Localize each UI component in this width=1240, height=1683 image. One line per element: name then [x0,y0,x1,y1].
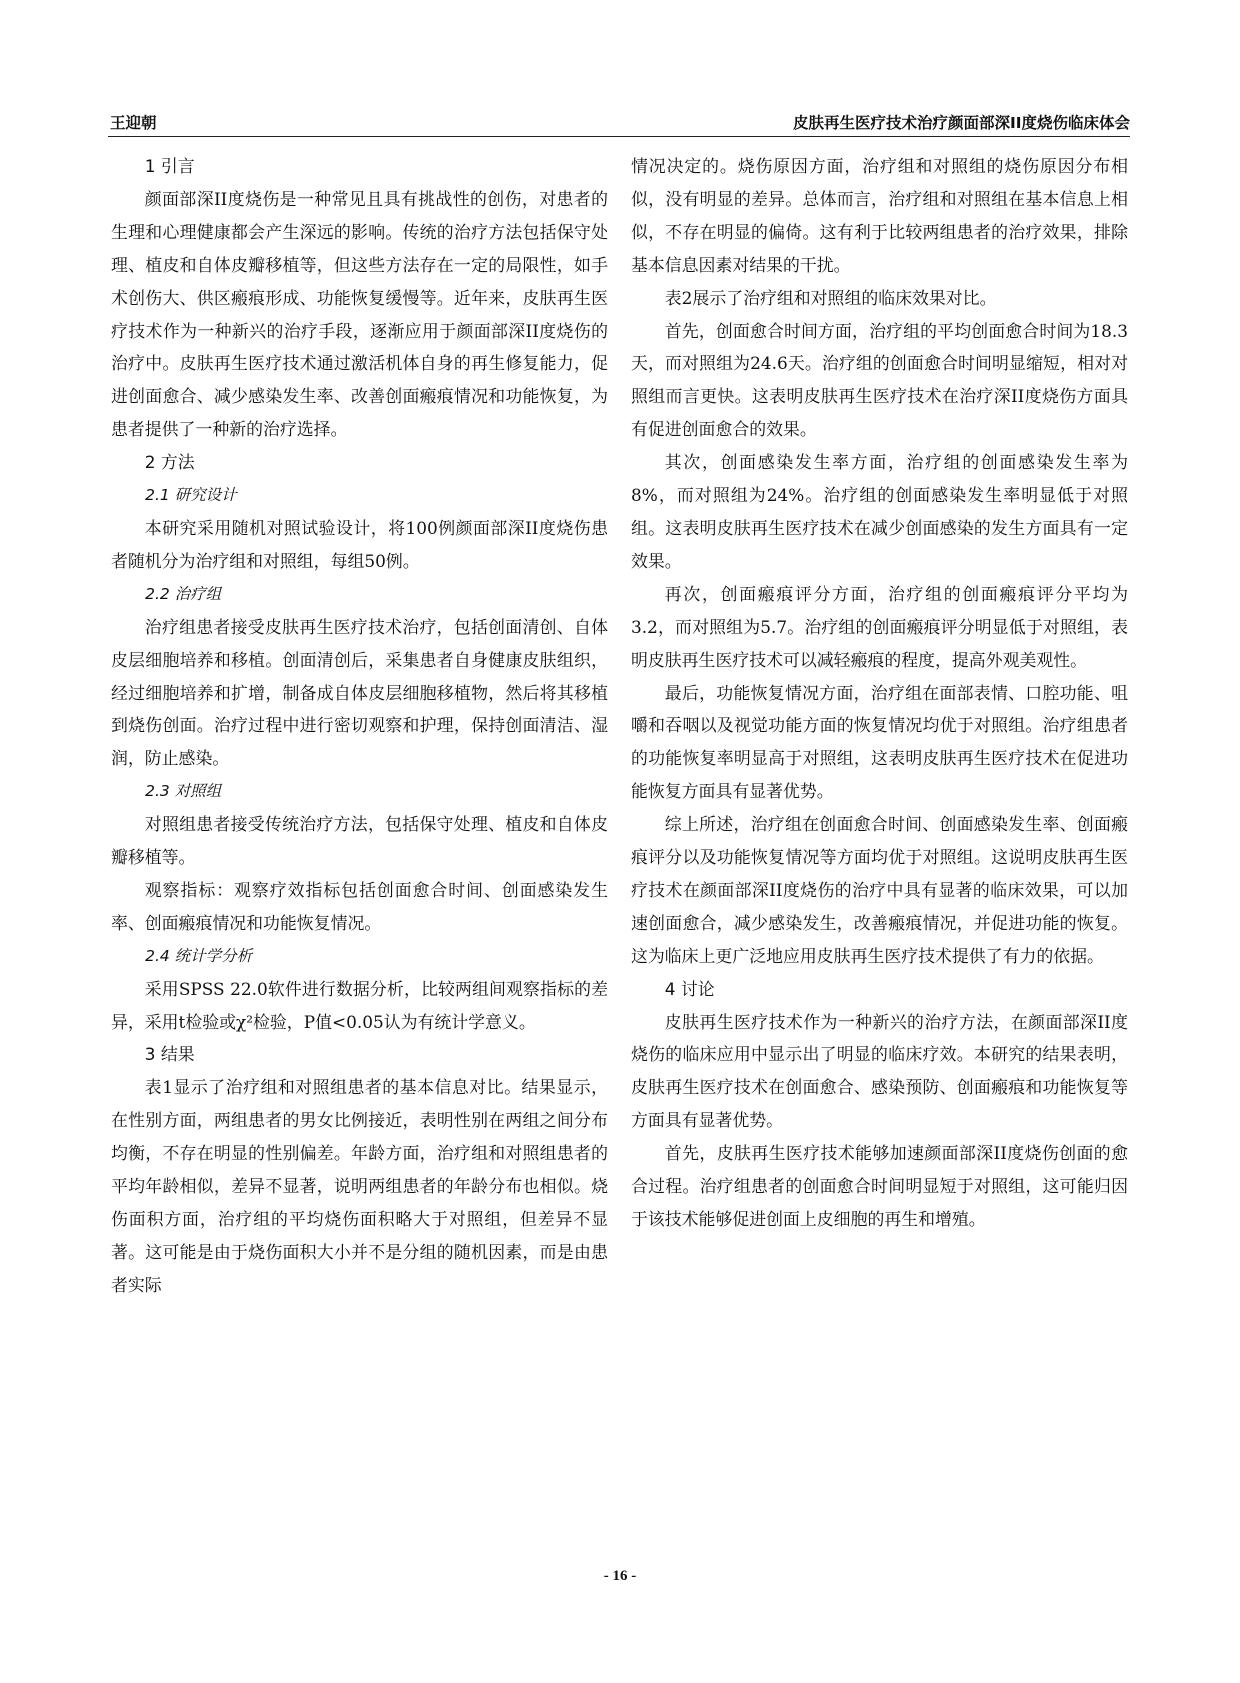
paragraph: 观察指标：观察疗效指标包括创面愈合时间、创面感染发生率、创面瘢痕情况和功能恢复情况。 [111,879,608,933]
paragraph: 颜面部深II度烧伤是一种常见且具有挑战性的创伤，对患者的生理和心理健康都会产生深远的影响。传统的治疗方法包括保守处理、植皮和自体皮瓣移植等，但这些方法存在一定的局限性，如手术创伤大、供区瘢痕形成、功能恢复缓慢等。近年来，皮肤再生医疗技术作为一种新兴的治疗手段，逐渐应用于颜面部深II度烧伤的治疗中。皮肤再生医疗技术通过激活机体自身的再生修复能力，促进创面愈合、减少感染发生率、改善创面瘢痕情况和功能恢复，为患者提供了一种新的治疗选择。 [111,188,608,440]
paragraph: 对照组患者接受传统治疗方法，包括保守处理、植皮和自体皮瓣移植等。 [111,814,608,868]
header-running-title: 皮肤再生医疗技术治疗颜面部深II度烧伤临床体会 [792,114,1130,132]
header-author: 王迎朝 [110,114,157,132]
paragraph: 皮肤再生医疗技术作为一种新兴的治疗方法，在颜面部深II度烧伤的临床应用中显示出了明显的临床疗效。本研究的结果表明，皮肤再生医疗技术在创面愈合、感染预防、创面瘢痕和功能恢复等方面具有显著优势。 [631,1011,1128,1131]
section-heading: 1 引言 [144,156,195,176]
paragraph: 综上所述，治疗组在创面愈合时间、创面感染发生率、创面瘢痕评分以及功能恢复情况等方面均优于对照组。这说明皮肤再生医疗技术在颜面部深II度烧伤的治疗中具有显著的临床效果，可以加速创面愈合，减少感染发生，改善瘢痕情况，并促进功能的恢复。这为临床上更广泛地应用皮肤再生医疗技术提供了有力的依据。 [631,814,1128,966]
header-divider [108,136,1130,137]
paragraph: 表1显示了治疗组和对照组患者的基本信息对比。结果显示，在性别方面，两组患者的男女比例接近，表明性别在两组之间分布均衡，不存在明显的性别偏差。年龄方面，治疗组和对照组患者的平均年龄相似，差异不显著，说明两组患者的年龄分布也相似。烧伤面积方面，治疗组的平均烧伤面积略大于对照组，但差异不显著。这可能是由于烧伤面积大小并不是分组的随机因素，而是由患者实际 [111,1077,608,1295]
paragraph: 采用SPSS 22.0软件进行数据分析，比较两组间观察指标的差异，采用t检验或χ²检验，P值<0.05认为有统计学意义。 [111,978,608,1032]
running-header [108,112,1130,134]
subsection-heading: 2.1 研究设计 [145,486,237,505]
section-heading: 3 结果 [144,1044,195,1065]
paragraph: 首先，创面愈合时间方面，治疗组的平均创面愈合时间为18.3天，而对照组为24.6天。治疗组的创面愈合时间明显缩短，相对对照组而言更快。这表明皮肤再生医疗技术在治疗深II度烧伤方面具有促进创面愈合的效果。 [631,320,1128,440]
paragraph: 本研究采用随机对照试验设计，将100例颜面部深II度烧伤患者随机分为治疗组和对照组，每组50例。 [111,517,608,571]
paragraph: 最后，功能恢复情况方面，治疗组在面部表情、口腔功能、咀嚼和吞咽以及视觉功能方面的恢复情况均优于对照组。治疗组患者的功能恢复率明显高于对照组，这表明皮肤再生医疗技术在促进功能恢复方面具有显著优势。 [631,682,1128,802]
section-heading: 2 方法 [144,452,195,473]
paragraph: 其次，创面感染发生率方面，治疗组的创面感染发生率为8%，而对照组为24%。治疗组的创面感染发生率明显低于对照组。这表明皮肤再生医疗技术在减少创面感染的发生方面具有一定效果。 [631,452,1128,571]
page-number: - 16 - [603,1568,637,1584]
paragraph: 治疗组患者接受皮肤再生医疗技术治疗，包括创面清创、自体皮层细胞培养和移植。创面清创后，采集患者自身健康皮肤组织，经过细胞培养和扩增，制备成自体皮层细胞移植物，然后将其移植到烧伤创面。治疗过程中进行密切观察和护理，保持创面清洁、湿润，防止感染。 [111,616,608,769]
subsection-heading: 2.4 统计学分析 [145,946,253,965]
paragraph: 再次，创面瘢痕评分方面，治疗组的创面瘢痕评分平均为3.2，而对照组为5.7。治疗组的创面瘢痕评分明显低于对照组，表明皮肤再生医疗技术可以减轻瘢痕的程度，提高外观美观性。 [631,583,1128,670]
subsection-heading: 2.2 治疗组 [145,584,222,603]
left-column [111,150,608,1302]
paragraph: 表2展示了治疗组和对照组的临床效果对比。 [664,287,997,308]
paragraph: 首先，皮肤再生医疗技术能够加速颜面部深II度烧伤创面的愈合过程。治疗组患者的创面愈合时间明显短于对照组，这可能归因于该技术能够促进创面上皮细胞的再生和增殖。 [631,1143,1128,1229]
section-heading: 4 讨论 [664,978,715,999]
paragraph: 情况决定的。烧伤原因方面，治疗组和对照组的烧伤原因分布相似，没有明显的差异。总体而言，治疗组和对照组在基本信息上相似，不存在明显的偏倚。这有利于比较两组患者的治疗效果，排除基本信息因素对结果的干扰。 [631,156,1128,275]
right-column [631,150,1128,1236]
subsection-heading: 2.3 对照组 [145,782,222,801]
